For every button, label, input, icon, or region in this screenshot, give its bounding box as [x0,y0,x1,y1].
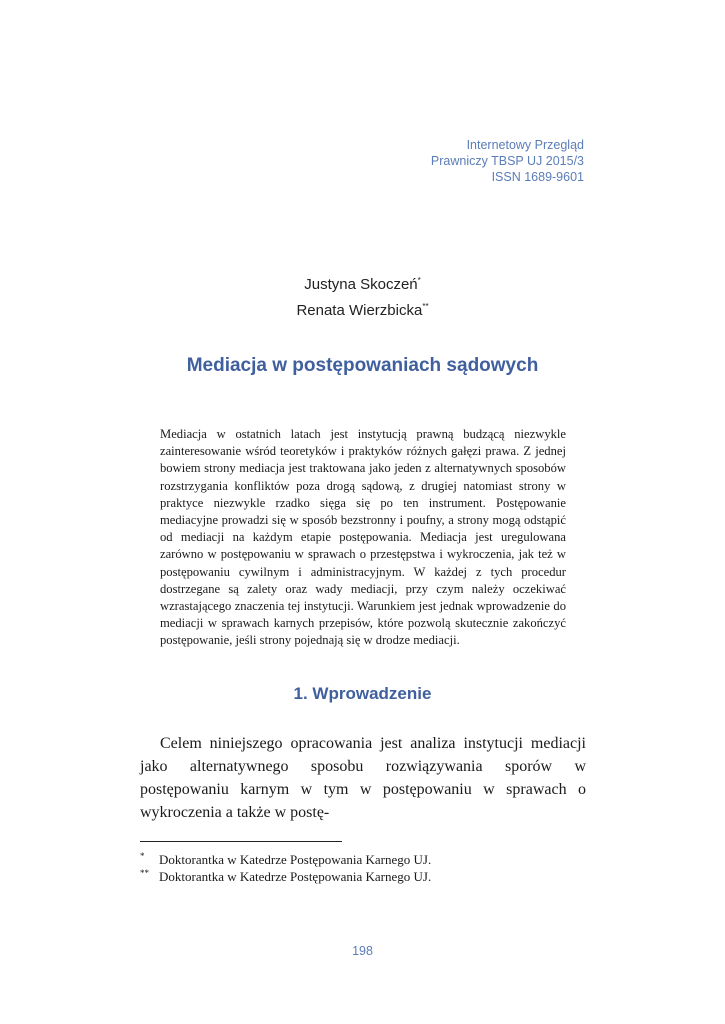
section-heading: 1. Wprowadzenie [293,684,432,703]
journal-name-line1: Internetowy Przegląd [466,138,584,152]
footnote-2 [140,868,431,885]
footnote-mark: ** [140,868,149,878]
page-number: 198 [352,944,373,958]
author-name: Justyna Skoczeń [304,276,418,293]
author-footnote-mark: * [417,276,421,285]
authors [0,270,725,322]
journal-issn: ISSN 1689-9601 [491,170,584,184]
author-2 [0,296,725,322]
author-footnote-mark: ** [422,302,429,311]
article-title: Mediacja w postępowaniach sądowych [186,355,539,376]
author-name: Renata Wierzbicka [296,302,423,319]
abstract: Mediacja w ostatnich latach jest instytucją prawną budzącą niezwykle zainteresowanie wśród teoretyków i praktyków różnych gałęzi prawa. Z jednej bowiem strony mediacja jest traktowana jako jeden z alternatywnych sposobów rozstrzygania konfliktów poza drogą sądową, z drugiej natomiast strony w praktyce niezwykle rzadko sięga się po ten instrument. Postępowanie mediacyjne prowadzi się w sposób bezstronny i poufny, a strony mogą odstąpić od mediacji na każdym etapie postępowania. Mediacja jest uregulowana zarówno w postępowaniu w sprawach o przestępstwa i wykroczenia, jak też w postępowaniu cywilnym i administracyjnym. W każdej z tych procedur dostrzegane są zalety oraz wady mediacji, przy czym należy oczekiwać wzrastającego znaczenia tej instytucji. Warunkiem jest jednak wprowadzenie do mediacji w sprawach karnych przepisów, które pozwolą skutecznie zakończyć postępowanie, jeśli strony pojednają się w drodze mediacji. [160,427,566,648]
author-1 [0,270,725,296]
journal-name-line2: Prawniczy TBSP UJ 2015/3 [430,154,584,168]
footnote-1 [140,851,431,868]
footnote-text: Doktorantka w Katedrze Postępowania Karnego UJ. [159,852,432,867]
footnotes [140,851,431,885]
body-paragraph: Celem niniejszego opracowania jest analiza instytucji mediacji jako alternatywnego sposobu rozwiązywania sporów w postępowaniu karnym w tym w postępowaniu w sprawach o wykroczenia a także w postę- [140,735,586,821]
journal-header [431,137,584,185]
footnote-divider [140,841,342,842]
footnote-mark: * [140,851,145,861]
footnote-text: Doktorantka w Katedrze Postępowania Karnego UJ. [159,869,432,884]
